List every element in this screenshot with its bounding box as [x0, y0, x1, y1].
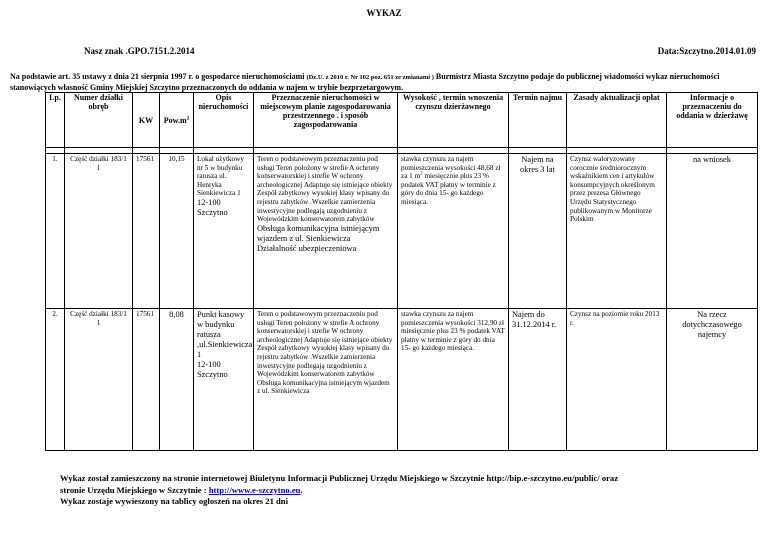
row-wysokosc: stawka czynszu za najem pomieszczenia wysokości 312,90 zł miesięcznie plus 23 % podatek VAT płatny w terminie z góry do dnia 15- go każdego miesiąca. — [398, 309, 509, 451]
row-przeznaczenie-activity: Działalność ubezpieczeniowa — [257, 243, 357, 253]
header-termin: Termin najmu — [509, 93, 567, 148]
row-opis-city: 12-100 Szczytno — [197, 360, 228, 379]
row-opis-text: Lokal użytkowy nr 5 w budynku ratusza ul. Henryka Sienkiewicza 1 — [197, 155, 244, 198]
footer-notice — [60, 473, 760, 508]
table-row — [46, 154, 758, 309]
document-title: WYKAZ — [366, 8, 402, 18]
footer-line-3: Wykaz zostaje wywieszony na tablicy ogłoszeń na okres 21 dni — [60, 496, 288, 506]
header-pow-label: Pow.m — [163, 115, 187, 125]
intro-part-3: Burmistrz Miasta Szczytno podaje do publicznej wiadomości wykaz nieruchomości stanowiących własność Gminy Miejskiej Szczytno przeznaczonych do oddania w najem w trybie bezprzetargowym. — [10, 72, 720, 92]
reference-sign: Nasz znak .GPO.7151.2.2014 — [84, 46, 195, 56]
footer-line-2-prefix: stronie Urzędu Miejskiego w Szczytnie : — [60, 484, 209, 495]
row-opis — [194, 154, 254, 309]
website-link[interactable]: http://www.e-szczytno.eu — [208, 484, 301, 495]
header-opis: Opis nieruchomości — [194, 93, 254, 148]
header-pow-sup: 2 — [186, 115, 190, 121]
footer-line-2 — [60, 485, 760, 497]
row-informacje-text: Na rzecz dotychczasowego najemcy — [682, 310, 742, 339]
row-kw: 17561 — [133, 309, 160, 451]
footer-line-1: Wykaz został zamieszczony na stronie internetowej Biuletynu Informacji Publicznej Urzędu Miejskiego w Szczytnie http://bip.e-szczytno.eu/public/ oraz — [60, 473, 619, 483]
table-row — [46, 309, 758, 451]
row-zasady: Czynsz waloryzowany corocznie średniorocznym wskaźnikiem cen i artykułów konsumpcyjnych określonym przez prezesa Głównego Urzędu Statystycznego publikowanym w Monitorze Polskim — [567, 154, 667, 309]
row-informacje-text: na wniosek — [693, 155, 731, 164]
row-wysokosc-a: stawka czynszu za najem pomieszczenia wysokości 48,68 zł za 1 m — [401, 155, 501, 181]
row-termin-text: Najem na okres 3 lat — [520, 155, 555, 174]
row-opis — [194, 309, 254, 451]
row-informacje — [667, 154, 758, 309]
row-zasady: Czynsz na poziomie roku 2013 r. — [567, 309, 667, 451]
intro-paragraph — [10, 72, 760, 93]
header-wysokosc: Wysokość , termin wnoszenia czynszu dzierżawnego — [398, 93, 509, 148]
row-termin — [509, 154, 567, 309]
row-lp: 1. — [46, 154, 65, 309]
row-opis-text: Punkt kasowy w budynku ratusza ,ul.Sienkiewicza 1 — [197, 310, 253, 359]
header-informacje: Informacje o przeznaczeniu do oddania w dzierżawę — [667, 93, 758, 148]
row-lp: 2. — [46, 309, 65, 451]
row-przeznaczenie — [254, 154, 398, 309]
header-pow — [160, 93, 194, 148]
row-termin-text: Najem do 31.12.2014 r. — [512, 310, 557, 329]
row-kw: 17561 — [133, 154, 160, 309]
document-date: Data:Szczytno.2014.01.09 — [657, 46, 756, 56]
header-przeznaczenie: Przeznaczenie nieruchomości w miejscowym planie zagospodarowania przestrzennego . i sposób zagospodarowania — [254, 93, 398, 148]
row-opis-city: 12-100 Szczytno — [197, 197, 228, 217]
row-wysokosc — [398, 154, 509, 309]
row-przeznaczenie: Teren o podstawowym przeznaczeniu pod usługi Teren położony w strefie A ochrony konserwatorskiej i strefie W ochrony archeologicznej Adaptuje się istniejące obiekty Zespół zabytkowy wysokiej klasy wpisany do rejestru zabytków .Wszelkie zamierzenia inwestycyjne podlegają uzgodnieniu z Wojewódzkim konserwatorem zabytków Obsługa komunikacyjna istniejącym wjazdem z ul. Sienkiewicza — [254, 309, 398, 451]
header-numer: Numer działki obręb — [65, 93, 133, 148]
row-przeznaczenie-access: Obsługa komunikacyjna istniejącym wjazdem z ul. Sienkiewicza — [257, 223, 380, 243]
footer-line-2-suffix: . — [300, 484, 303, 495]
row-numer: Część działki 183/1 1 — [65, 309, 133, 451]
row-wysokosc-sup: 2 — [420, 171, 423, 177]
row-numer: Część działki 183/1 1 — [65, 154, 133, 309]
property-table — [45, 92, 758, 451]
table-header-row — [46, 93, 758, 148]
header-zasady: Zasady aktualizacji opłat — [567, 93, 667, 148]
header-lp: Lp. — [46, 93, 65, 148]
row-przeznaczenie-text: Teren o podstawowym przeznaczeniu pod usługi Teren położony w strefie A ochrony konserwatorskiej i strefie W ochrony archeologicznej Adaptuje się istniejące obiekty Zespół zabytkowy wysokiej klasy wpisany do rejestru zabytków .Wszelkie zamierzenia inwestycyjne podlegają uzgodnieniu z Wojewódzkim konserwatorem zabytków — [257, 155, 393, 224]
row-informacje — [667, 309, 758, 451]
row-pow-text: 8,08 — [169, 310, 184, 319]
header-kw: KW — [133, 93, 160, 148]
row-pow — [160, 309, 194, 451]
row-wysokosc-b: miesięcznie plus 23 % podatek VAT płatny w terminie z góry do dnia 15- go każdego miesiąca. — [401, 172, 496, 206]
intro-part-1: Na podstawie art. 35 ustawy z dnia 21 sierpnia 1997 r. o gospodarce nieruchomościami — [10, 72, 307, 81]
row-termin — [509, 309, 567, 451]
intro-legal-reference: (Dz.U. z 2010 r. Nr 102 poz. 651 ze zmianami ) — [306, 74, 434, 81]
row-pow: 10,15 — [160, 154, 194, 309]
